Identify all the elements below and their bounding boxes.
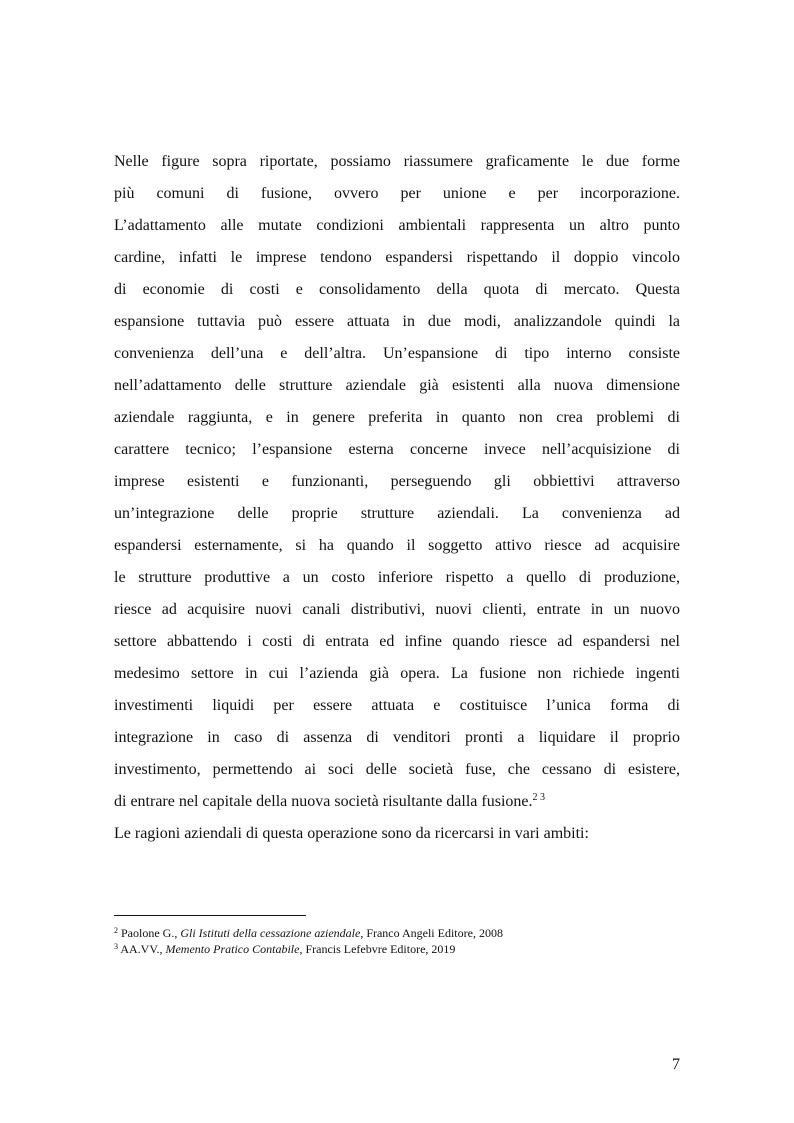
paragraph-line: nell’adattamento delle strutture aziendale già esistenti alla nuova dimensione [114,377,680,394]
footnote-number: 3 [114,942,118,951]
paragraph-line: più comuni di fusione, ovvero per unione e per incorporazione. [114,185,680,202]
paragraph-line: Nelle figure sopra riportate, possiamo riassumere graficamente le due forme [114,153,680,170]
footnote-publisher: , Franco Angeli Editore, 2008 [360,926,503,940]
paragraph-line: cardine, infatti le imprese tendono espandersi rispettando il doppio vincolo [114,249,680,266]
footnotes [114,925,680,957]
footnote-title: Gli Istituti della cessazione aziendale [180,926,361,940]
paragraph-line: carattere tecnico; l’espansione esterna concerne invece nell’acquisizione di [114,441,680,458]
footnote [114,925,680,941]
paragraph-line: espandersi esternamente, si ha quando il soggetto attivo riesce ad acquisire [114,537,680,554]
paragraph-line: un’integrazione delle proprie strutture aziendali. La convenienza ad [114,505,680,522]
paragraph-line: settore abbattendo i costi di entrata ed infine quando riesce ad espandersi nel [114,633,680,650]
paragraph-line: riesce ad acquisire nuovi canali distributivi, nuovi clienti, entrate in un nuovo [114,601,680,618]
paragraph-line: integrazione in caso di assenza di venditori pronti a liquidare il proprio [114,729,680,746]
paragraph-line: investimento, permettendo ai soci delle società fuse, che cessano di esistere, [114,761,680,778]
paragraph-line: aziendale raggiunta, e in genere preferita in quanto non crea problemi di [114,409,680,426]
footnote-number: 2 [114,926,118,935]
paragraph-line: L’adattamento alle mutate condizioni ambientali rappresenta un altro punto [114,217,680,234]
paragraph-line: espansione tuttavia può essere attuata in due modi, analizzandole quindi la [114,313,680,330]
paragraph-line: Le ragioni aziendali di questa operazione sono da ricercarsi in vari ambiti: [114,825,589,842]
footnote-publisher: , Francis Lefebvre Editore, 2019 [299,942,456,956]
footnote-title: Memento Pratico Contabile [165,942,300,956]
paragraph-line: medesimo settore in cui l’azienda già opera. La fusione non richiede ingenti [114,665,680,682]
footnote [114,941,680,957]
paragraph-line: investimenti liquidi per essere attuata e costituisce l’unica forma di [114,697,680,714]
footnote-author: Paolone G., [121,926,181,940]
paragraph-last-line [114,786,680,818]
page-number: 7 [672,1056,680,1073]
footnote-author: AA.VV., [120,942,166,956]
footnote-references: 2 3 [532,792,545,803]
body-text [114,146,680,850]
footnote-separator [114,915,306,916]
paragraph-line: di economie di costi e consolidamento della quota di mercato. Questa [114,281,680,298]
paragraph-line: le strutture produttive a un costo inferiore rispetto a quello di produzione, [114,569,680,586]
paragraph-line: imprese esistenti e funzionanti, perseguendo gli obbiettivi attraverso [114,473,680,490]
paragraph-line: convenienza dell’una e dell’altra. Un’espansione di tipo interno consiste [114,345,680,362]
paragraph-line-text: di entrare nel capitale della nuova società risultante dalla fusione. [114,793,533,810]
